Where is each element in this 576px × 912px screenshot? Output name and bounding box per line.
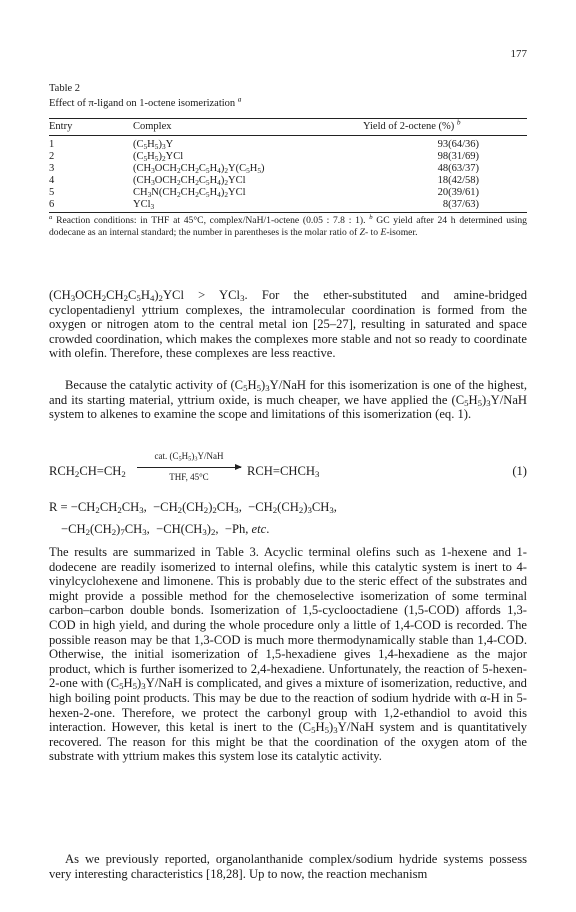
page-number: 177: [510, 48, 527, 60]
table-cell-complex: $(C_5H_5)_2YCl$: [133, 151, 184, 163]
table-bottom-rule: [49, 212, 527, 213]
table-cell-yield: 93(64/36): [437, 139, 479, 150]
table-cell-entry: 5: [49, 187, 55, 198]
body-paragraph-2: [49, 378, 527, 422]
table-cell-yield: 18(42/58): [437, 175, 479, 186]
paragraph-text: Because the catalytic activity of $(C_5H_5)_3Y$/NaH for this isomerization is one of the highest, and its starting material, yttrium oxide, is much cheaper, we have applied the $(C_5H_5)_3Y$/NaH system to alkenes to examine the scope and limitations of this isomerization (eq. 1).: [49, 378, 527, 422]
table-cell-complex: $(CH_3OCH_2CH_2C_5H_4)_2YCl$: [133, 175, 246, 187]
table-cell-entry: 6: [49, 199, 55, 210]
table-cell-yield: 8(37/63): [442, 199, 479, 210]
journal-page: [49, 0, 527, 912]
table-header-complex: Complex: [133, 121, 172, 132]
table-cell-complex: $(CH_3OCH_2CH_2C_5H_4)_2Y(C_5H_5)$: [133, 163, 265, 175]
table-cell-yield: 20(39/61): [437, 187, 479, 198]
table-label: Table 2: [49, 83, 81, 94]
table-cell-complex: $CH_3N(CH_2CH_2C_5H_4)_2YCl$: [133, 187, 246, 199]
reaction-arrow: [137, 450, 241, 483]
r-groups-line-1: $R = -CH_2CH_2CH_3$, $-CH_2(CH_2)_2CH_3$, $-CH_2(CH_2)_3CH_3$,: [49, 500, 337, 516]
table-footnote: $^a$ Reaction conditions: in THF at 45°C, complex/NaH/1-octene (0.05 : 7.8 : 1). $^b$ GC yield after 24 h determined using dodecane as an internal standard; the number in parentheses is the molar ratio of Z- to E-isomer.: [49, 213, 527, 238]
table-cell-complex: YCl$_3$: [133, 199, 155, 211]
table-cell-complex: $(C_5H_5)_3Y$: [133, 139, 174, 151]
arrow-line: [137, 467, 241, 468]
table-cell-entry: 1: [49, 139, 55, 150]
table-cell-yield: 98(31/69): [437, 151, 479, 162]
table-cell-yield: 48(63/37): [437, 163, 479, 174]
equation-product: $RCH=CHCH_3$: [247, 464, 320, 480]
body-paragraph-1: [49, 288, 527, 361]
equation-number: (1): [512, 464, 527, 478]
paragraph-text: As we previously reported, organolanthanide complex/sodium hydride systems possess very interesting characteristics [18,28]. Up to now, the reaction mechanism: [49, 852, 527, 881]
r-groups-line-2: $-CH_2(CH_2)_7CH_3$, $-CH(CH_3)_2$, −Ph, etc.: [61, 522, 270, 538]
body-paragraph-3: [49, 545, 527, 764]
paragraph-text: $(CH_3OCH_2CH_2C_5H_4)_2YCl > YCl_3$. For the ether-substituted and amine-bridged cyclopentadienyl yttrium complexes, the intramolecular coordination is formed from the oxygen or nitrogen atom to the central metal ion [25–27], resulting in saturated and space crowded coordination, which makes the complexes more stable and not so ready to coordinate with olefin. Therefore, these complexes are less reactive.: [49, 288, 528, 361]
table-cell-entry: 2: [49, 151, 55, 162]
table-header-entry: Entry: [49, 121, 73, 132]
equation-reactant: $RCH_2CH=CH_2$: [49, 464, 126, 480]
table-header-rule: [49, 135, 527, 136]
arrow-condition-top: cat. $(C_5H_5)_3Y$/NaH: [154, 451, 224, 463]
table-top-rule: [49, 118, 527, 119]
arrow-condition-bottom: THF, 45°C: [169, 472, 209, 482]
table-cell-entry: 4: [49, 175, 55, 186]
table-cell-entry: 3: [49, 163, 55, 174]
table-title: Effect of π-ligand on 1-octene isomerization $^a$: [49, 94, 242, 109]
table-header-yield: Yield of 2-octene (%) $^b$: [363, 117, 461, 132]
body-paragraph-4: [49, 852, 527, 881]
paragraph-text: The results are summarized in Table 3. Acyclic terminal olefins such as 1-hexene and 1-dodecene are readily isomerized to internal olefins, while this catalytic system is inert to 4-vinylcyclohexene and limonene. This is probably due to the steric effect of the substrates and might provide a possible method for the chemoselective isomerization of some terminal carbon–carbon double bonds. Isomerization of 1,5-cyclooctadiene (1,5-COD) affords 1,3-COD in high yield, and during the whole procedure only a little of 1,4-COD is recorded. The possible reason may be that 1,3-COD is much more thermodynamically stable than 1,4-COD. Otherwise, the initial isomerization of 1,5-hexadiene gives 1,4-hexadiene as the major product, which is further isomerized to 2,4-hexadiene. Unfortunately, the reaction of 5-hexen-2-one with $(C_5H_5)_3Y$/NaH is complicated, and gives a mixture of isomerization, reductive, and high boiling point products. This may be due to the reaction of sodium hydride with α-H in 5-hexen-2-one. Therefore, we protect the carbonyl group with 1,2-ethandiol to avoid this interaction. However, this ketal is inert to the $(C_5H_5)_3Y$/NaH system and is quantitatively recovered. The reason for this might be that the coordination of the oxygen atom of the substrate with yttrium makes this system lose its catalytic activity.: [49, 545, 527, 764]
